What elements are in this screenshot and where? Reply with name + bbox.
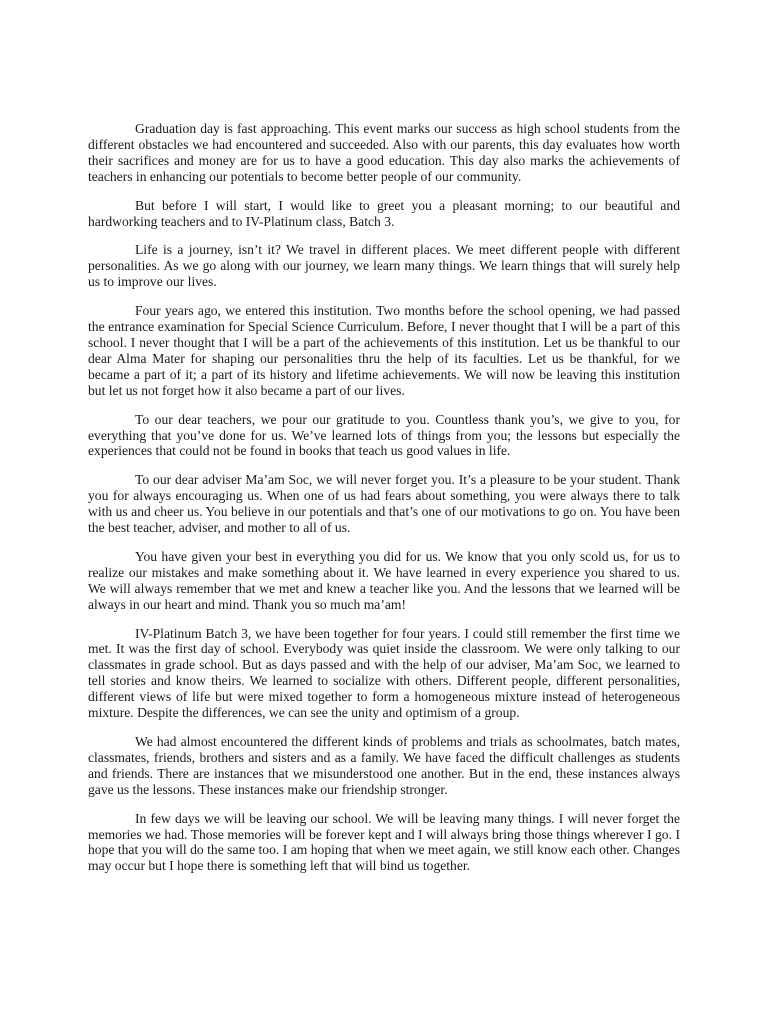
paragraph-1: Graduation day is fast approaching. This event marks our success as high school students from the different obstacles we had encountered and succeeded. Also with our parents, this day evaluates how worth their sacrifices and money are for us to have a good education. This day also marks the achievements of teachers in enhancing our potentials to become better people of our community.: [88, 121, 680, 184]
paragraph-7: You have given your best in everything you did for us. We know that you only scold us, for us to realize our mistakes and make something about it. We have learned in every experience you shared to us. We will always remember that we met and knew a teacher like you. And the lessons that we learned will be always in our heart and mind. Thank you so much ma’am!: [88, 548, 680, 612]
paragraph-9: We had almost encountered the different kinds of problems and trials as schoolmates, batch mates, classmates, friends, brothers and sisters and as a family. We have faced the difficult challenges as students and friends. There are instances that we misunderstood one another. But in the end, these instances always gave us the lessons. These instances make our friendship stronger.: [88, 734, 680, 797]
paragraph-8: IV-Platinum Batch 3, we have been together for four years. I could still remember the first time we met. It was the first day of school. Everybody was quiet inside the classroom. We were only talking to our classmates in grade school. But as days passed and with the help of our adviser, Ma’am Soc, we learned to tell stories and know theirs. We learned to socialize with others. Different people, different personalities, different views of life but were mixed together to form a homogeneous mixture instead of heterogeneous mixture. Despite the differences, we can see the unity and optimism of a group.: [88, 625, 680, 721]
paragraph-5: To our dear teachers, we pour our gratitude to you. Countless thank you’s, we give to you, for everything that you’ve done for us. We’ve learned lots of things from you; the lessons but especially the experiences that could not be found in books that teach us good values in life.: [88, 411, 680, 459]
paragraph-2: But before I will start, I would like to greet you a pleasant morning; to our beautiful and hardworking teachers and to IV-Platinum class, Batch 3.: [88, 197, 680, 229]
paragraph-4: Four years ago, we entered this institution. Two months before the school opening, we had passed the entrance examination for Special Science Curriculum. Before, I never thought that I will be a part of this school. I never thought that I will be a part of the achievements of this institution. Let us be thankful to our dear Alma Mater for shaping our personalities thru the help of its faculties. Let us be thankful, for we became a part of it; a part of its history and lifetime achievements. We will now be leaving this institution but let us not forget how it also became a part of our lives.: [88, 303, 680, 398]
paragraph-10: In few days we will be leaving our school. We will be leaving many things. I will never forget the memories we had. Those memories will be forever kept and I will always bring those things wherever I go. I hope that you will do the same too. I am hoping that when we meet again, we still know each other. Changes may occur but I hope there is something left that will bind us together.: [88, 810, 680, 874]
paragraph-6: To our dear adviser Ma’am Soc, we will never forget you. It’s a pleasure to be your student. Thank you for always encouraging us. When one of us had fears about something, you were always there to talk with us and cheer us. You believe in our potentials and that’s one of our motivations to go on. You have been the best teacher, adviser, and mother to all of us.: [88, 472, 680, 536]
paragraph-3: Life is a journey, isn’t it? We travel in different places. We meet different people with different personalities. As we go along with our journey, we learn many things. We learn things that will surely help us to improve our lives.: [88, 242, 680, 290]
